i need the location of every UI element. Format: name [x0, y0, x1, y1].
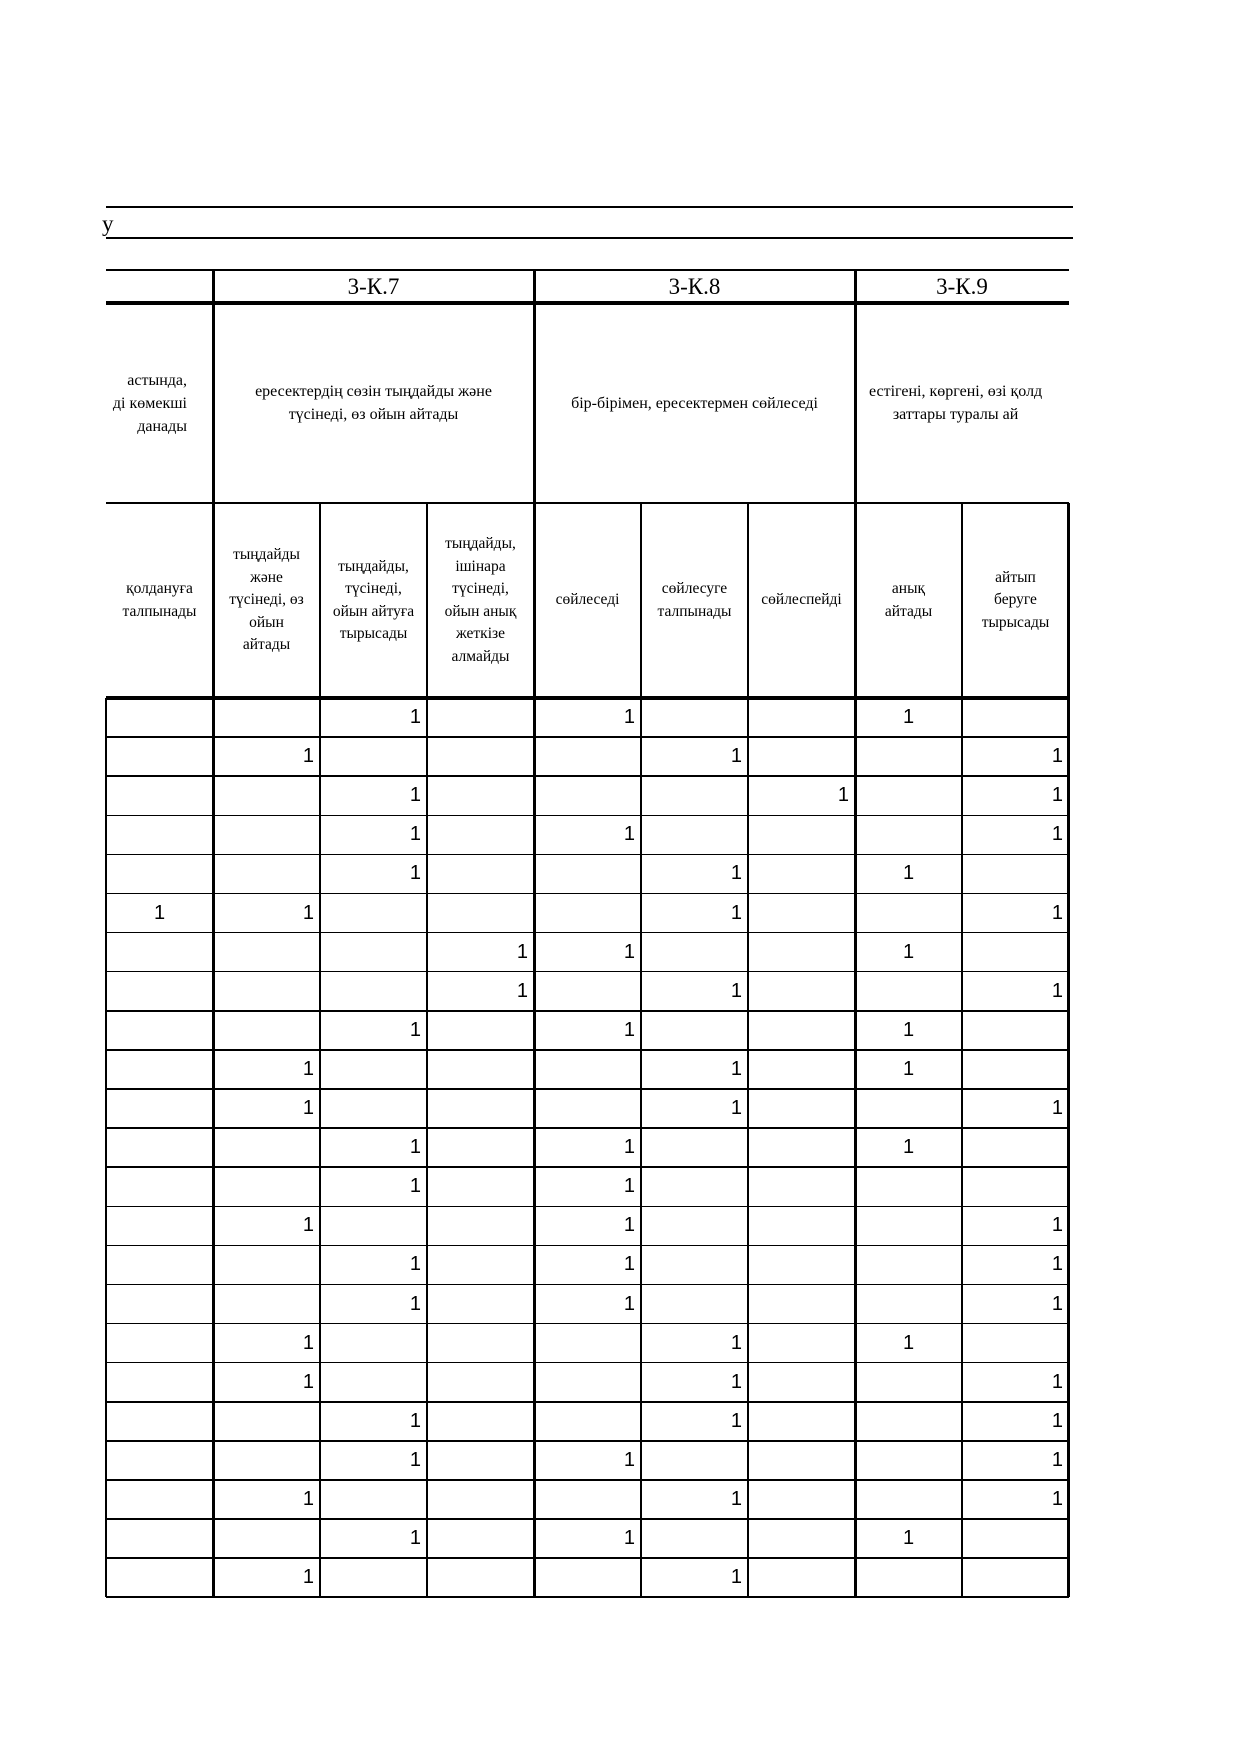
table-cell: 1 — [623, 823, 635, 846]
table-cell: 1 — [1051, 1097, 1063, 1120]
table-cell — [855, 972, 962, 1011]
table-cell — [213, 1011, 320, 1050]
table-cell: 1 — [1051, 1488, 1063, 1511]
table-cell — [213, 854, 320, 893]
table-cell — [534, 1480, 641, 1519]
table-cell — [427, 1089, 534, 1128]
table-cell — [855, 776, 962, 815]
table-cell: 1 — [302, 1214, 314, 1237]
column-subheader: сөйлеседі — [555, 591, 620, 609]
column-divider — [747, 503, 750, 1597]
table-cell — [106, 933, 213, 972]
table-cell — [748, 1441, 855, 1480]
table-cell — [106, 1519, 213, 1558]
table-cell — [534, 1050, 641, 1089]
table-cell — [427, 1128, 534, 1167]
table-cell: 1 — [623, 1018, 635, 1041]
table-cell: 1 — [730, 1057, 742, 1080]
table-cell: 1 — [302, 901, 314, 924]
table-cell — [534, 1558, 641, 1597]
row-divider — [106, 1049, 1069, 1051]
table-cell — [320, 1324, 427, 1363]
table-cell — [748, 737, 855, 776]
table-cell — [962, 854, 1069, 893]
table-cell — [748, 1558, 855, 1597]
table-cell — [748, 1167, 855, 1206]
row-divider — [106, 1206, 1069, 1208]
table-cell: 1 — [153, 901, 166, 924]
table-cell — [106, 972, 213, 1011]
row-divider — [106, 1088, 1069, 1090]
table-cell: 1 — [623, 706, 635, 729]
table-cell: 1 — [1051, 745, 1063, 768]
table-cell — [748, 1324, 855, 1363]
row-divider — [106, 1166, 1069, 1168]
row-divider — [106, 1010, 1069, 1012]
row-divider — [106, 854, 1069, 856]
row-divider — [106, 1245, 1069, 1247]
column-subheader: тыңдайды, түсінеді, ойын айтуға тырысады — [332, 557, 415, 642]
group-code: 3-К.7 — [347, 273, 400, 299]
group-description: астында, ді көмекші данады — [112, 371, 187, 435]
table-cell: 1 — [902, 862, 915, 885]
border-bottom — [106, 1596, 1069, 1598]
group-description: бір-бірімен, ересектермен сөйлеседі — [571, 394, 818, 412]
table-cell — [427, 854, 534, 893]
table-cell — [106, 1558, 213, 1597]
table-cell — [855, 1285, 962, 1324]
table-cell: 1 — [902, 940, 915, 963]
table-cell — [106, 1167, 213, 1206]
table-cell: 1 — [902, 1057, 915, 1080]
row-divider — [106, 1557, 1069, 1559]
table-cell: 1 — [730, 1409, 742, 1432]
sheet-title-fragment: у — [102, 211, 114, 236]
table-cell: 1 — [409, 823, 421, 846]
table-cell: 1 — [623, 1136, 635, 1159]
table-cell — [106, 1128, 213, 1167]
table-cell — [320, 737, 427, 776]
table-cell — [213, 972, 320, 1011]
table-cell: 1 — [302, 1331, 314, 1354]
border-code-bottom — [106, 301, 1069, 305]
table-cell: 1 — [1051, 901, 1063, 924]
group-description: ересектердің сөзін тыңдайды және түсінеді, өз ойын айтады — [255, 383, 492, 423]
table-cell — [748, 894, 855, 933]
table-cell — [213, 1285, 320, 1324]
column-subheader: айтып беруге тырысады — [981, 568, 1050, 631]
table-cell — [213, 933, 320, 972]
table-cell — [427, 1402, 534, 1441]
table-cell — [855, 1363, 962, 1402]
table-cell — [748, 933, 855, 972]
table-cell — [427, 894, 534, 933]
table-cell: 1 — [302, 1488, 314, 1511]
column-subheader: тыңдайды және түсінеді, өз ойын айтады — [229, 546, 304, 654]
row-divider — [106, 775, 1069, 777]
table-cell — [962, 1558, 1069, 1597]
table-cell — [748, 1206, 855, 1245]
table-cell: 1 — [1051, 1214, 1063, 1237]
group-code: 3-К.9 — [936, 273, 988, 299]
table-cell: 1 — [409, 1253, 421, 1276]
table-cell — [106, 854, 213, 893]
row-divider — [106, 815, 1069, 817]
table-cell — [534, 1363, 641, 1402]
table-cell — [106, 1402, 213, 1441]
table-cell — [855, 1089, 962, 1128]
table-cell: 1 — [302, 1057, 314, 1080]
table-cell — [106, 1285, 213, 1324]
table-cell — [427, 1285, 534, 1324]
table-cell: 1 — [409, 1175, 421, 1198]
table-cell: 1 — [902, 1331, 915, 1354]
table-cell — [855, 1480, 962, 1519]
table-cell — [427, 1050, 534, 1089]
table-cell: 1 — [409, 1527, 421, 1550]
table-cell: 1 — [623, 1527, 635, 1550]
table-cell — [213, 1402, 320, 1441]
table-cell: 1 — [730, 901, 742, 924]
table-cell: 1 — [902, 1018, 915, 1041]
table-cell — [855, 815, 962, 854]
table-cell: 1 — [1051, 823, 1063, 846]
row-divider — [106, 1440, 1069, 1442]
table-cell — [213, 698, 320, 737]
table-cell — [213, 815, 320, 854]
table-cell: 1 — [409, 1448, 421, 1471]
border-top — [106, 269, 1069, 271]
table-cell — [213, 1441, 320, 1480]
table-cell — [641, 815, 748, 854]
table-cell — [962, 698, 1069, 737]
table-cell — [748, 1011, 855, 1050]
table-cell — [534, 972, 641, 1011]
table-cell — [427, 1480, 534, 1519]
table-cell: 1 — [516, 979, 528, 1002]
table-cell — [748, 815, 855, 854]
table-left-edge — [105, 698, 107, 1597]
table-cell — [641, 1285, 748, 1324]
table-cell: 1 — [902, 1136, 915, 1159]
table-cell: 1 — [409, 862, 421, 885]
table-cell — [106, 1206, 213, 1245]
table-cell: 1 — [623, 1175, 635, 1198]
group-code — [106, 270, 213, 303]
table-cell — [320, 1558, 427, 1597]
border-desc-bottom — [106, 502, 1069, 505]
table-right-edge — [1067, 503, 1070, 1597]
table-cell — [427, 1363, 534, 1402]
table-cell — [320, 933, 427, 972]
table-cell — [748, 1519, 855, 1558]
table-cell — [427, 1324, 534, 1363]
table-cell — [427, 1519, 534, 1558]
table-cell — [855, 1206, 962, 1245]
table-cell — [641, 1441, 748, 1480]
table-cell — [534, 776, 641, 815]
table-cell — [213, 1519, 320, 1558]
row-divider — [106, 971, 1069, 973]
table-cell — [641, 1011, 748, 1050]
row-divider — [106, 932, 1069, 934]
table-cell: 1 — [1051, 1253, 1063, 1276]
column-subheader: сөйлеспейді — [761, 591, 842, 609]
table-cell — [427, 1558, 534, 1597]
table-cell — [962, 933, 1069, 972]
table-cell: 1 — [1051, 1292, 1063, 1315]
table-cell — [106, 1245, 213, 1284]
table-cell — [106, 1480, 213, 1519]
table-cell — [106, 1050, 213, 1089]
table-cell — [962, 1128, 1069, 1167]
table-cell — [641, 1519, 748, 1558]
table-cell — [427, 698, 534, 737]
table-cell — [748, 698, 855, 737]
table-cell: 1 — [730, 745, 742, 768]
table-cell: 1 — [730, 1331, 742, 1354]
row-divider — [106, 736, 1069, 738]
table-cell — [427, 1441, 534, 1480]
table-cell — [106, 737, 213, 776]
table-cell — [641, 1206, 748, 1245]
table-cell — [320, 1206, 427, 1245]
table-cell — [855, 894, 962, 933]
table-cell: 1 — [730, 862, 742, 885]
table-cell: 1 — [623, 1253, 635, 1276]
table-cell: 1 — [623, 940, 635, 963]
table-cell — [320, 1363, 427, 1402]
table-cell — [855, 737, 962, 776]
table-cell — [427, 1167, 534, 1206]
table-cell — [855, 1167, 962, 1206]
table-cell — [320, 1480, 427, 1519]
table-cell — [641, 776, 748, 815]
table-cell — [534, 1089, 641, 1128]
border-header-bottom — [106, 696, 1069, 700]
column-divider — [640, 503, 643, 1597]
table-cell — [855, 1441, 962, 1480]
table-cell — [748, 1285, 855, 1324]
table-cell: 1 — [730, 1566, 742, 1589]
table-cell — [748, 1050, 855, 1089]
table-cell — [427, 815, 534, 854]
table-cell — [427, 1245, 534, 1284]
table-cell — [427, 1011, 534, 1050]
table-cell — [106, 1363, 213, 1402]
table-cell: 1 — [516, 940, 528, 963]
table-cell — [855, 1558, 962, 1597]
row-divider — [106, 1284, 1069, 1286]
table-cell: 1 — [302, 1370, 314, 1393]
group-divider — [854, 270, 857, 1597]
table-cell — [641, 1167, 748, 1206]
table-cell — [534, 1324, 641, 1363]
table-cell — [213, 1128, 320, 1167]
table-cell: 1 — [1051, 979, 1063, 1002]
table-cell — [427, 737, 534, 776]
group-divider — [212, 270, 215, 1597]
table-cell: 1 — [730, 979, 742, 1002]
table-cell — [320, 894, 427, 933]
table-cell: 1 — [623, 1448, 635, 1471]
table-cell: 1 — [623, 1292, 635, 1315]
table-cell — [427, 1206, 534, 1245]
table-cell — [855, 1402, 962, 1441]
group-code: 3-К.8 — [668, 273, 721, 299]
table-cell: 1 — [302, 745, 314, 768]
table-cell — [320, 1089, 427, 1128]
table-cell — [106, 1324, 213, 1363]
table-cell — [748, 1245, 855, 1284]
table-cell — [320, 972, 427, 1011]
row-divider — [106, 1479, 1069, 1481]
table-cell — [748, 1128, 855, 1167]
row-divider — [106, 1518, 1069, 1520]
table-cell — [320, 1050, 427, 1089]
table-cell — [106, 1441, 213, 1480]
table-cell — [213, 1167, 320, 1206]
table-cell — [748, 854, 855, 893]
table-cell — [106, 1011, 213, 1050]
column-divider — [426, 503, 429, 1597]
table-cell — [641, 933, 748, 972]
table-cell — [534, 1402, 641, 1441]
table-cell: 1 — [730, 1488, 742, 1511]
table-cell — [534, 894, 641, 933]
column-subheader: қолдануға талпынады — [122, 580, 197, 620]
table-cell: 1 — [1051, 1448, 1063, 1471]
table-cell — [641, 1128, 748, 1167]
table-cell: 1 — [302, 1097, 314, 1120]
column-subheader: анық айтады — [884, 580, 933, 620]
table-cell: 1 — [409, 1136, 421, 1159]
column-divider — [319, 503, 322, 1597]
table-cell: 1 — [1051, 784, 1063, 807]
table-cell: 1 — [409, 784, 421, 807]
row-divider — [106, 1362, 1069, 1364]
table-cell: 1 — [409, 1292, 421, 1315]
table-cell — [962, 1519, 1069, 1558]
table-cell — [534, 737, 641, 776]
table-cell — [962, 1167, 1069, 1206]
table-cell: 1 — [837, 784, 849, 807]
table-cell: 1 — [409, 1409, 421, 1432]
table-cell: 1 — [1051, 1409, 1063, 1432]
group-description: естігені, көргені, өзі қолд заттары туралы ай — [869, 383, 1043, 423]
table-cell — [962, 1050, 1069, 1089]
table-cell — [748, 972, 855, 1011]
table-cell — [748, 1363, 855, 1402]
table-cell — [106, 815, 213, 854]
table-cell: 1 — [902, 706, 915, 729]
table-cell — [106, 1089, 213, 1128]
table-cell — [641, 1245, 748, 1284]
table-cell: 1 — [409, 706, 421, 729]
column-subheader: тыңдайды, ішінара түсінеді, ойын анық жеткізе алмайды — [444, 535, 517, 665]
table-cell — [962, 1011, 1069, 1050]
row-divider — [106, 1323, 1069, 1325]
table-cell: 1 — [409, 1018, 421, 1041]
row-divider — [106, 1401, 1069, 1403]
table-cell — [213, 1245, 320, 1284]
table-cell: 1 — [730, 1097, 742, 1120]
table-cell — [748, 1089, 855, 1128]
table-cell — [106, 776, 213, 815]
table-cell — [534, 854, 641, 893]
table-cell — [106, 698, 213, 737]
table-cell: 1 — [730, 1370, 742, 1393]
table-cell: 1 — [623, 1214, 635, 1237]
table-cell — [641, 698, 748, 737]
table-cell — [427, 776, 534, 815]
table-cell — [855, 1245, 962, 1284]
table-cell: 1 — [1051, 1370, 1063, 1393]
row-divider — [106, 893, 1069, 895]
row-divider — [106, 1127, 1069, 1129]
column-divider — [961, 503, 964, 1597]
table-cell — [962, 1324, 1069, 1363]
table-cell: 1 — [902, 1527, 915, 1550]
table-cell — [748, 1402, 855, 1441]
table-cell — [748, 1480, 855, 1519]
table-cell — [213, 776, 320, 815]
column-subheader: сөйлесуге талпынады — [657, 580, 732, 620]
group-divider — [533, 270, 536, 1597]
table-cell: 1 — [302, 1566, 314, 1589]
